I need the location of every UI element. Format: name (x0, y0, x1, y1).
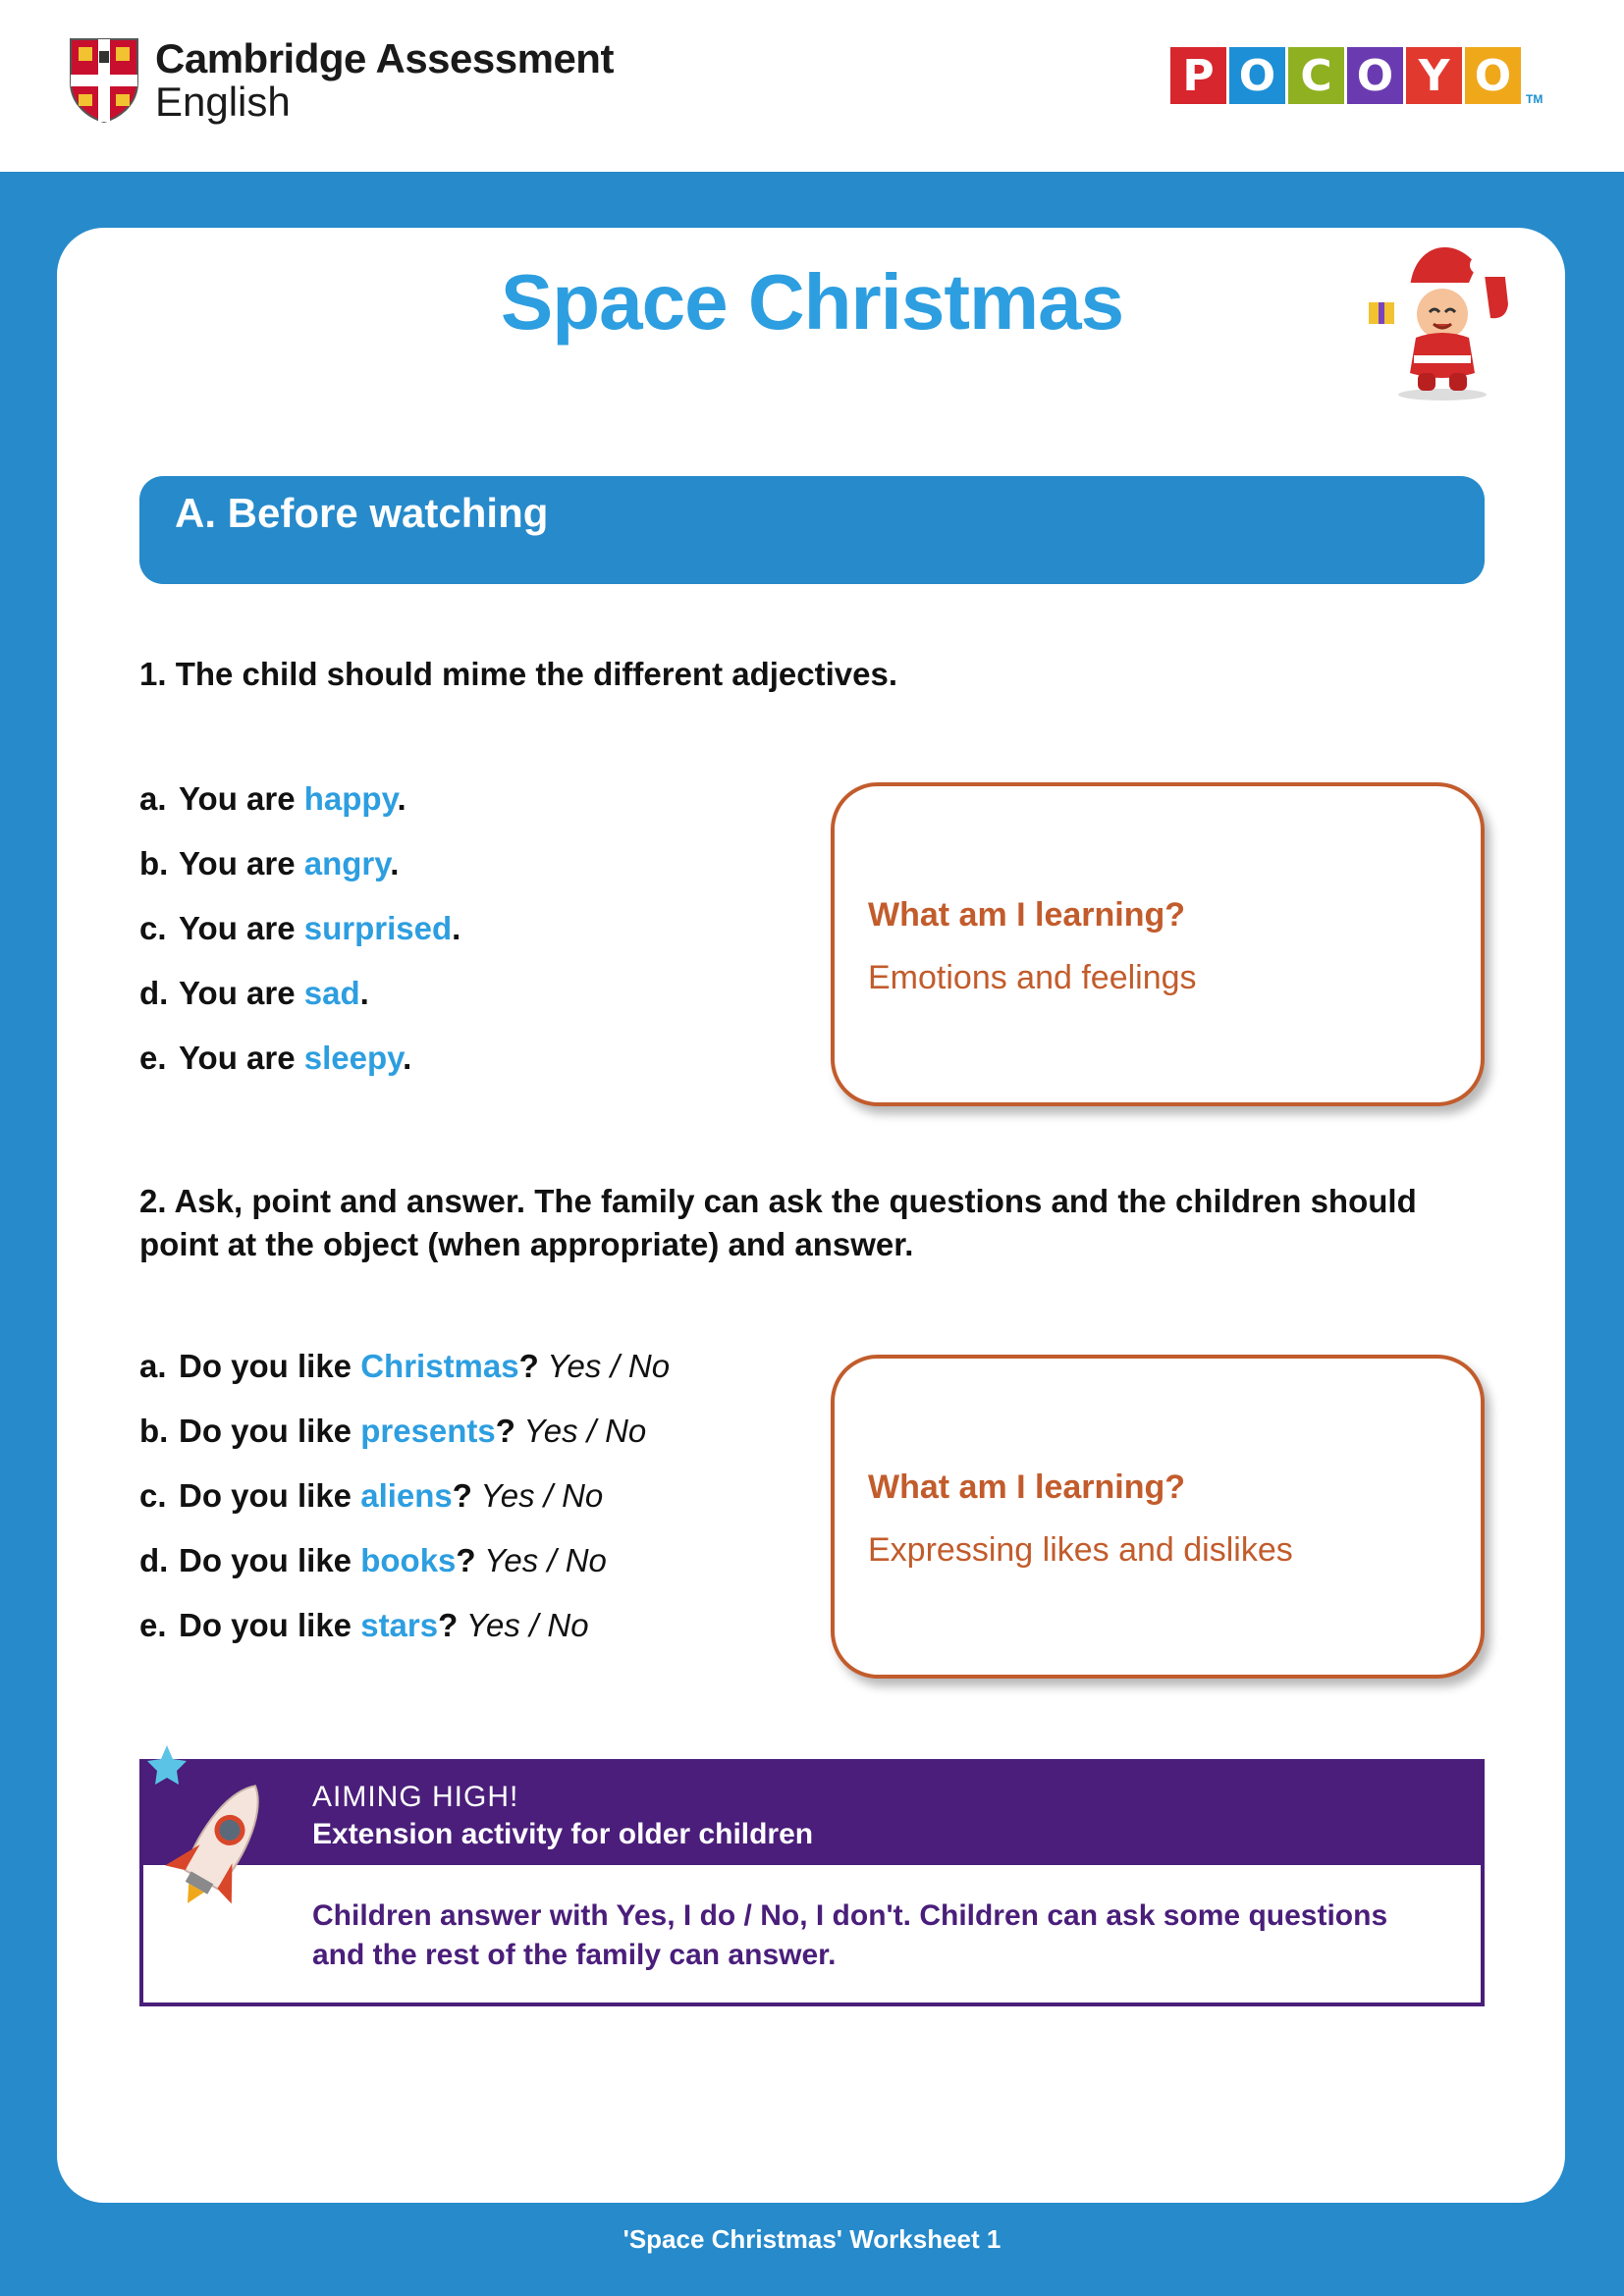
question-2: 2. Ask, point and answer. The family can ask the questions and the children should point at the object (when appropriate) and answer. (139, 1183, 1417, 1262)
keyword: sad (303, 975, 360, 1011)
keyword: surprised (303, 910, 453, 946)
pocoyo-logo (1170, 47, 1543, 104)
trademark-symbol: TM (1526, 92, 1543, 106)
list-item: e. You are sleepy. (139, 1040, 412, 1076)
keyword: books (360, 1542, 457, 1578)
learning-text: Emotions and feelings (868, 959, 1197, 996)
pocoyo-letter: O (1229, 47, 1285, 104)
keyword: happy (303, 780, 398, 817)
list-item: c. Do you like aliens? Yes / No (139, 1477, 604, 1514)
pocoyo-santa-image (1359, 236, 1526, 402)
list-item: d. Do you like books? Yes / No (139, 1542, 607, 1578)
learning-heading: What am I learning? (868, 1468, 1186, 1506)
aiming-high-body: Children answer with Yes, I do / No, I don't. Children can ask some questions and the rest of the family can answer. (312, 1899, 1388, 1971)
rocket-icon (137, 1737, 285, 1914)
cambridge-shield-icon (69, 37, 139, 124)
page-footer: 'Space Christmas' Worksheet 1 (623, 2224, 1001, 2254)
keyword: presents (360, 1413, 496, 1449)
keyword: Christmas (360, 1348, 519, 1384)
question-2-list (139, 1345, 670, 1669)
list-item: e. Do you like stars? Yes / No (139, 1607, 589, 1643)
section-a-title: A. Before watching (175, 490, 549, 536)
list-item: c. You are surprised. (139, 910, 461, 946)
page-title: Space Christmas (500, 258, 1124, 346)
section-a-header (139, 476, 1485, 584)
aiming-high-subheading: Extension activity for older children (312, 1818, 814, 1850)
aiming-high-header (143, 1763, 1481, 1865)
keyword: aliens (360, 1477, 453, 1514)
cambridge-logo (69, 37, 614, 124)
yes-no-answer: Yes / No (475, 1542, 607, 1578)
keyword: sleepy (303, 1040, 404, 1076)
pocoyo-letter: Y (1406, 47, 1462, 104)
list-item: b. You are angry. (139, 845, 400, 881)
learning-heading: What am I learning? (868, 896, 1186, 934)
pocoyo-letter: O (1347, 47, 1403, 104)
yes-no-answer: Yes / No (471, 1477, 604, 1514)
list-item: a. You are happy. (139, 780, 406, 817)
learning-box-emotions (831, 782, 1485, 1106)
page-header (0, 0, 1624, 172)
pocoyo-letter: P (1170, 47, 1226, 104)
brand-subname: English (155, 79, 291, 126)
list-item: a. Do you like Christmas? Yes / No (139, 1348, 671, 1384)
list-item: d. You are sad. (139, 975, 369, 1011)
question-1-list (139, 777, 460, 1101)
yes-no-answer: Yes / No (514, 1413, 647, 1449)
question-1: 1. The child should mime the different adjectives. (139, 656, 898, 692)
aiming-high-heading: AIMING HIGH! (312, 1781, 519, 1813)
pocoyo-letter: C (1288, 47, 1344, 104)
brand-name: Cambridge Assessment (155, 35, 614, 81)
list-item: b. Do you like presents? Yes / No (139, 1413, 647, 1449)
keyword: angry (303, 845, 391, 881)
yes-no-answer: Yes / No (538, 1348, 671, 1384)
learning-box-likes (831, 1355, 1485, 1679)
aiming-high-box (139, 1759, 1485, 2006)
learning-text: Expressing likes and dislikes (868, 1531, 1293, 1569)
keyword: stars (360, 1607, 439, 1643)
pocoyo-letter: O (1465, 47, 1521, 104)
yes-no-answer: Yes / No (458, 1607, 589, 1643)
